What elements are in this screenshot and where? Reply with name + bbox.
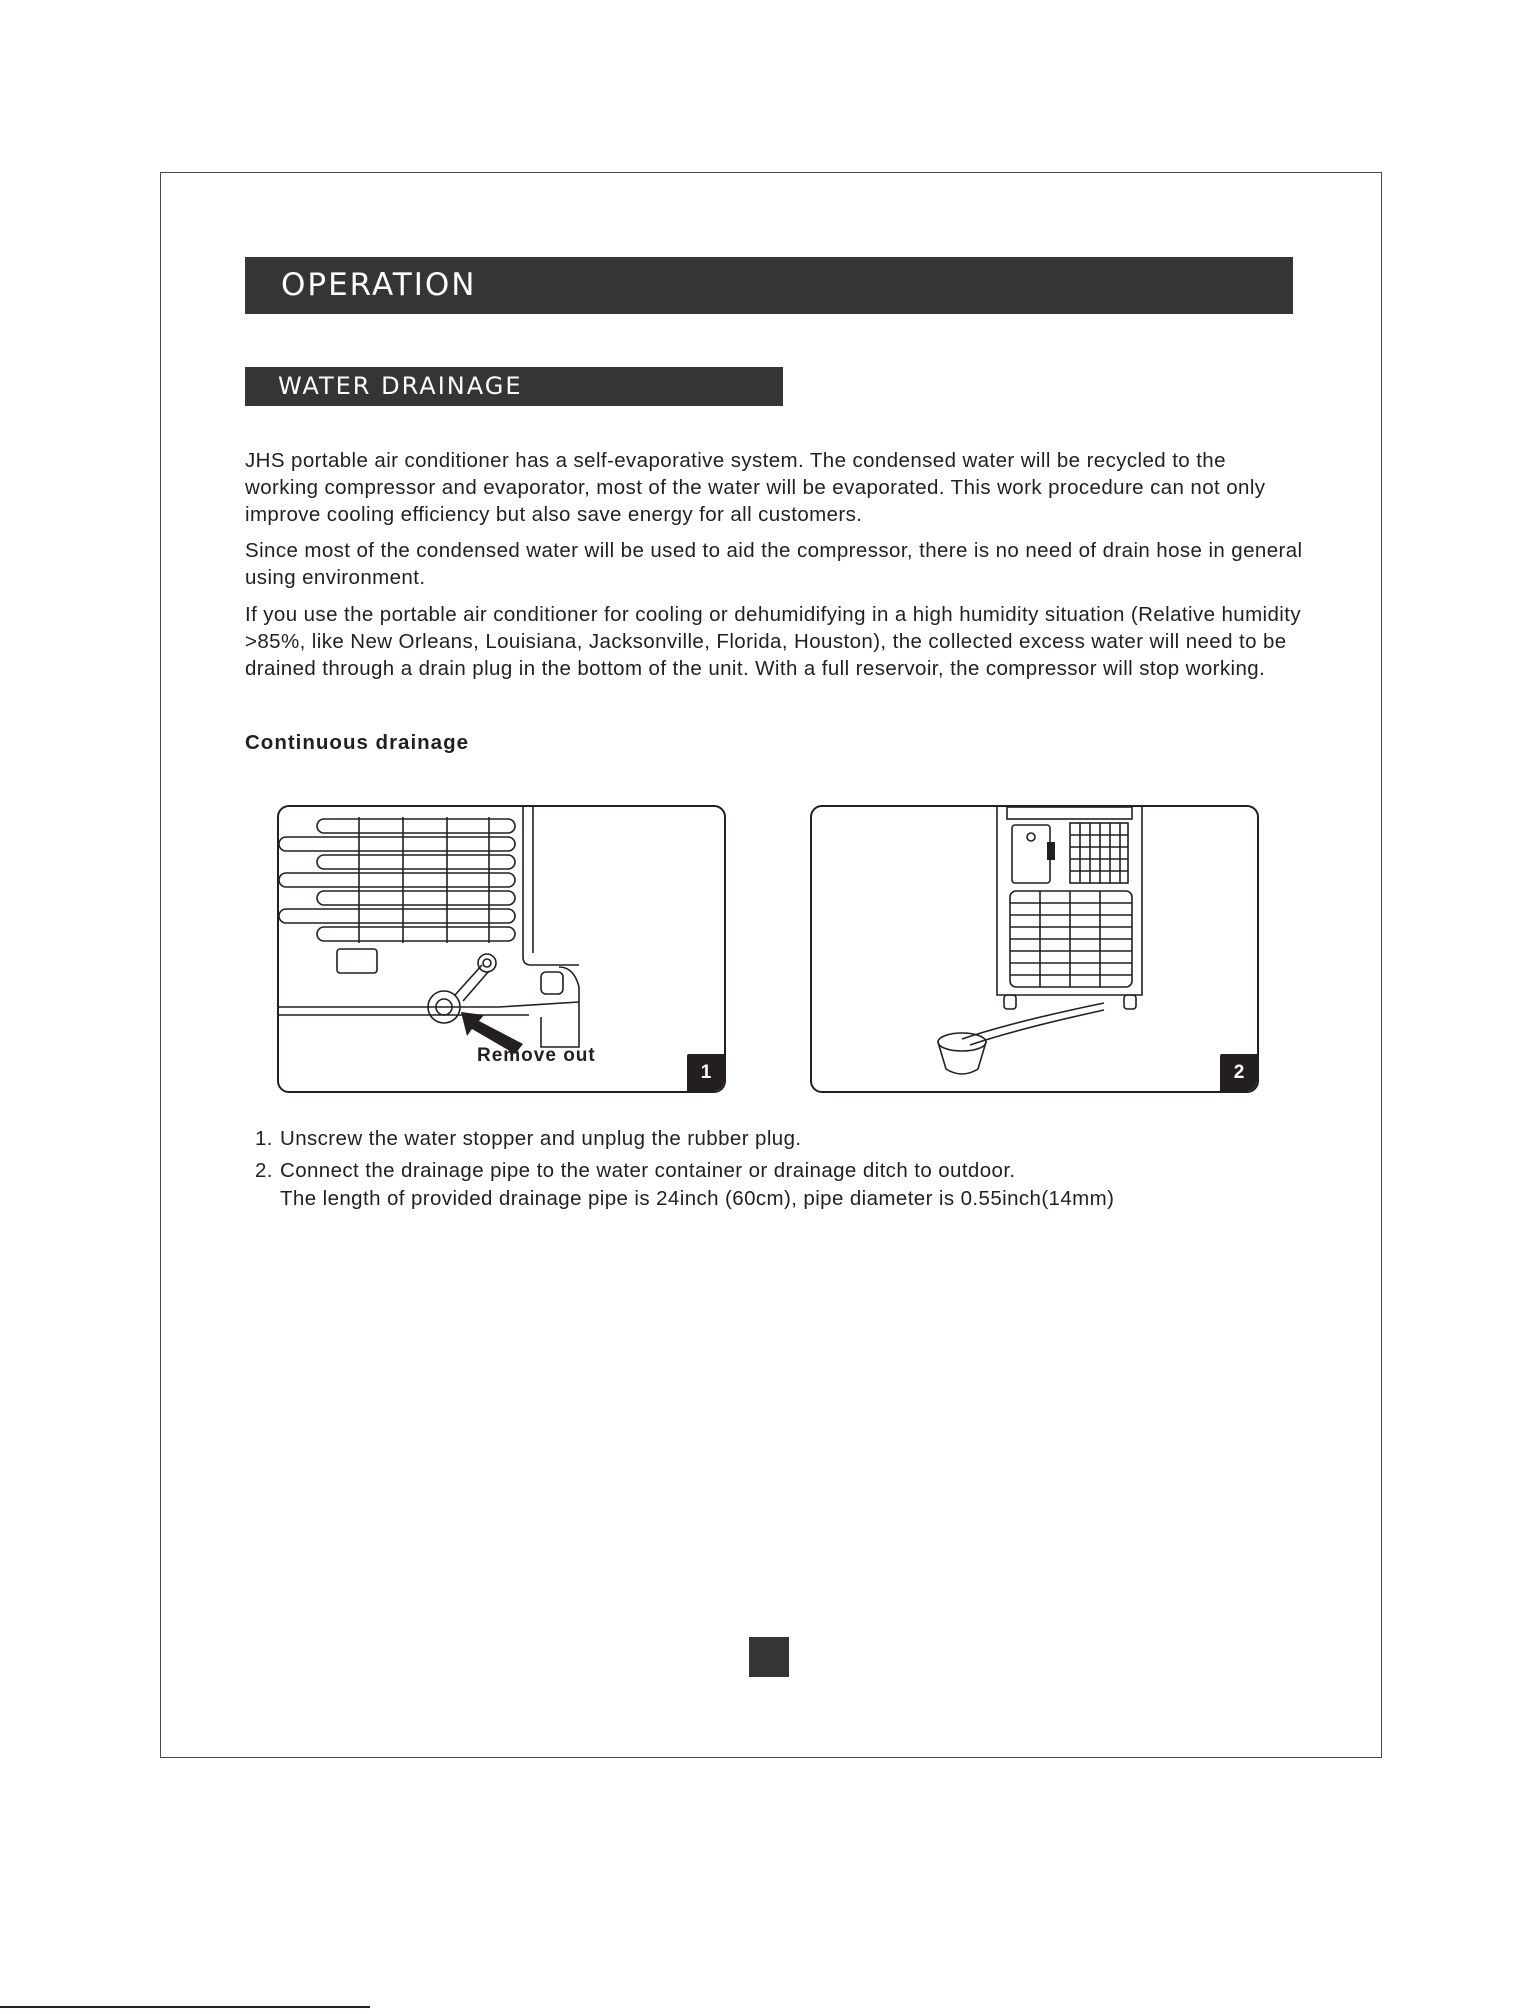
section-title: OPERATION <box>245 257 1293 314</box>
figure-number-badge: 1 <box>687 1054 725 1092</box>
intro-paragraph-3: If you use the portable air conditioner for cooling or dehumidifying in a high humidity situation (Relative humidity >85%, like New Orleans, Louisiana, Jacksonville, Florida, Houston), the collected excess water will need to be drained through a drain plug in the bottom of the unit. With a full reservoir, the compressor will stop working. <box>245 603 1302 680</box>
instruction-steps <box>255 1125 1114 1217</box>
intro-paragraph-2: Since most of the condensed water will be used to aid the compressor, there is no need of drain hose in general using environment. <box>245 539 1303 589</box>
step-text: Connect the drainage pipe to the water container or drainage ditch to outdoor. <box>280 1159 1016 1182</box>
step-number: 2. <box>255 1159 273 1182</box>
figure-number-badge: 2 <box>1220 1054 1258 1092</box>
intro-paragraph-1: JHS portable air conditioner has a self-evaporative system. The condensed water will be recycled to the working compressor and evaporator, most of the water will be evaporated. This work procedure can not only improve cooling efficiency but also save energy for all customers. <box>245 449 1266 526</box>
figure-caption-remove-out: Remove out <box>477 1045 596 1066</box>
drain-pipe-illustration <box>812 807 1259 1093</box>
continuous-drainage-heading: Continuous drainage <box>245 731 469 754</box>
figure-drain-pipe <box>810 805 1259 1093</box>
footer-rule <box>0 2006 370 2008</box>
step-text: Unscrew the water stopper and unplug the rubber plug. <box>280 1127 802 1150</box>
subsection-title: WATER DRAINAGE <box>245 367 783 406</box>
page-number-box <box>749 1637 789 1677</box>
step-item <box>255 1125 1114 1153</box>
figure-remove-plug <box>277 805 726 1093</box>
step-detail: The length of provided drainage pipe is 24inch (60cm), pipe diameter is 0.55inch(14mm) <box>280 1187 1115 1210</box>
step-number: 1. <box>255 1127 273 1150</box>
step-item <box>255 1157 1114 1213</box>
